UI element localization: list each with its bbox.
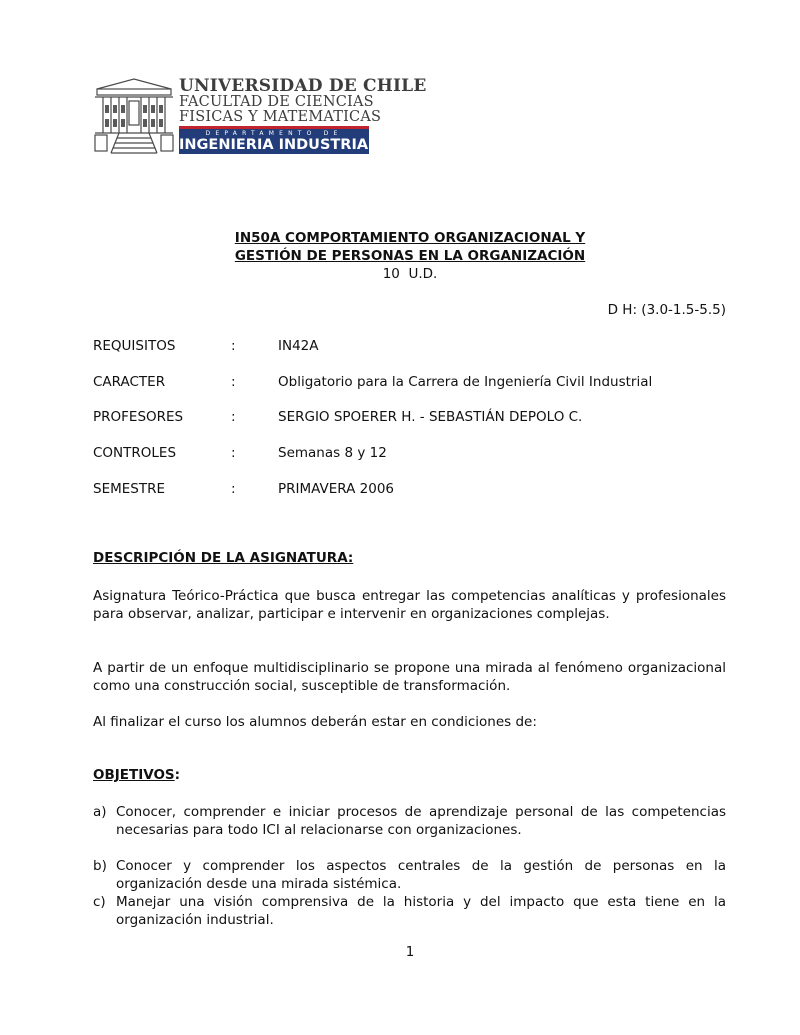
field-label: REQUISITOS bbox=[93, 338, 176, 354]
field-requisitos bbox=[93, 338, 733, 358]
field-caracter bbox=[93, 374, 733, 394]
field-value: IN42A bbox=[278, 338, 319, 354]
objectives-heading-text: OBJETIVOS bbox=[93, 767, 175, 783]
page-number: 1 bbox=[405, 944, 415, 960]
field-semestre bbox=[93, 481, 733, 501]
university-logo bbox=[93, 75, 427, 157]
field-profesores bbox=[93, 409, 733, 429]
field-value: SERGIO SPOERER H. - SEBASTIÁN DEPOLO C. bbox=[278, 409, 583, 425]
field-colon: : bbox=[231, 409, 236, 425]
objective-marker: b) bbox=[93, 858, 107, 874]
objectives-list bbox=[93, 803, 726, 929]
objective-text: Manejar una visión comprensiva de la historia y del impacto que esta tiene en la organización industrial. bbox=[116, 894, 726, 928]
logo-faculty-line1: FACULTAD DE CIENCIAS bbox=[179, 94, 374, 110]
logo-faculty-line2: FISICAS Y MATEMATICAS bbox=[179, 109, 382, 125]
description-paragraph: Al finalizar el curso los alumnos deberán estar en condiciones de: bbox=[93, 714, 537, 730]
description-paragraph: A partir de un enfoque multidisciplinario se propone una mirada al fenómeno organizacional como una construcción social, susceptible de transformación. bbox=[93, 660, 726, 694]
objectives-heading-colon: : bbox=[174, 767, 181, 783]
building-emblem-icon bbox=[93, 75, 175, 157]
field-value: PRIMAVERA 2006 bbox=[278, 481, 395, 497]
objective-item-c bbox=[93, 893, 726, 929]
field-label: PROFESORES bbox=[93, 409, 184, 425]
objective-marker: a) bbox=[93, 804, 107, 820]
objective-text: Conocer y comprender los aspectos centrales de la gestión de personas en la organización desde una mirada sistémica. bbox=[116, 858, 726, 892]
logo-department-name: INGENIERIA INDUSTRIAL bbox=[179, 137, 378, 153]
field-value: Obligatorio para la Carrera de Ingeniería Civil Industrial bbox=[278, 374, 653, 390]
course-hours: D H: (3.0-1.5-5.5) bbox=[607, 302, 726, 318]
course-title-line2: GESTIÓN DE PERSONAS EN LA ORGANIZACIÓN bbox=[234, 248, 586, 264]
course-units: 10 U.D. bbox=[382, 266, 438, 282]
logo-department-band bbox=[179, 126, 378, 154]
field-controles bbox=[93, 445, 733, 465]
field-label: SEMESTRE bbox=[93, 481, 166, 497]
objectives-heading bbox=[93, 767, 180, 783]
logo-department-label: DEPARTAMENTO DE bbox=[205, 130, 343, 137]
field-label: CARACTER bbox=[93, 374, 166, 390]
course-title-line1: IN50A COMPORTAMIENTO ORGANIZACIONAL Y bbox=[234, 230, 586, 246]
description-heading: DESCRIPCIÓN DE LA ASIGNATURA: bbox=[93, 550, 354, 566]
field-value: Semanas 8 y 12 bbox=[278, 445, 387, 461]
objective-item-a bbox=[93, 803, 726, 839]
field-label: CONTROLES bbox=[93, 445, 177, 461]
objective-text: Conocer, comprender e iniciar procesos de aprendizaje personal de las competencias necesarias para todo ICI al relacionarse con organizaciones. bbox=[116, 804, 726, 838]
logo-red-stripe bbox=[179, 126, 369, 129]
description-paragraph: Asignatura Teórico-Práctica que busca entregar las competencias analíticas y profesionales para observar, analizar, participar e intervenir en organizaciones complejas. bbox=[93, 588, 726, 622]
field-colon: : bbox=[231, 374, 236, 390]
logo-university-name: UNIVERSIDAD DE CHILE bbox=[179, 76, 427, 96]
field-colon: : bbox=[231, 338, 236, 354]
objective-marker: c) bbox=[93, 894, 106, 910]
objective-item-b bbox=[93, 857, 726, 893]
field-colon: : bbox=[231, 445, 236, 461]
field-colon: : bbox=[231, 481, 236, 497]
